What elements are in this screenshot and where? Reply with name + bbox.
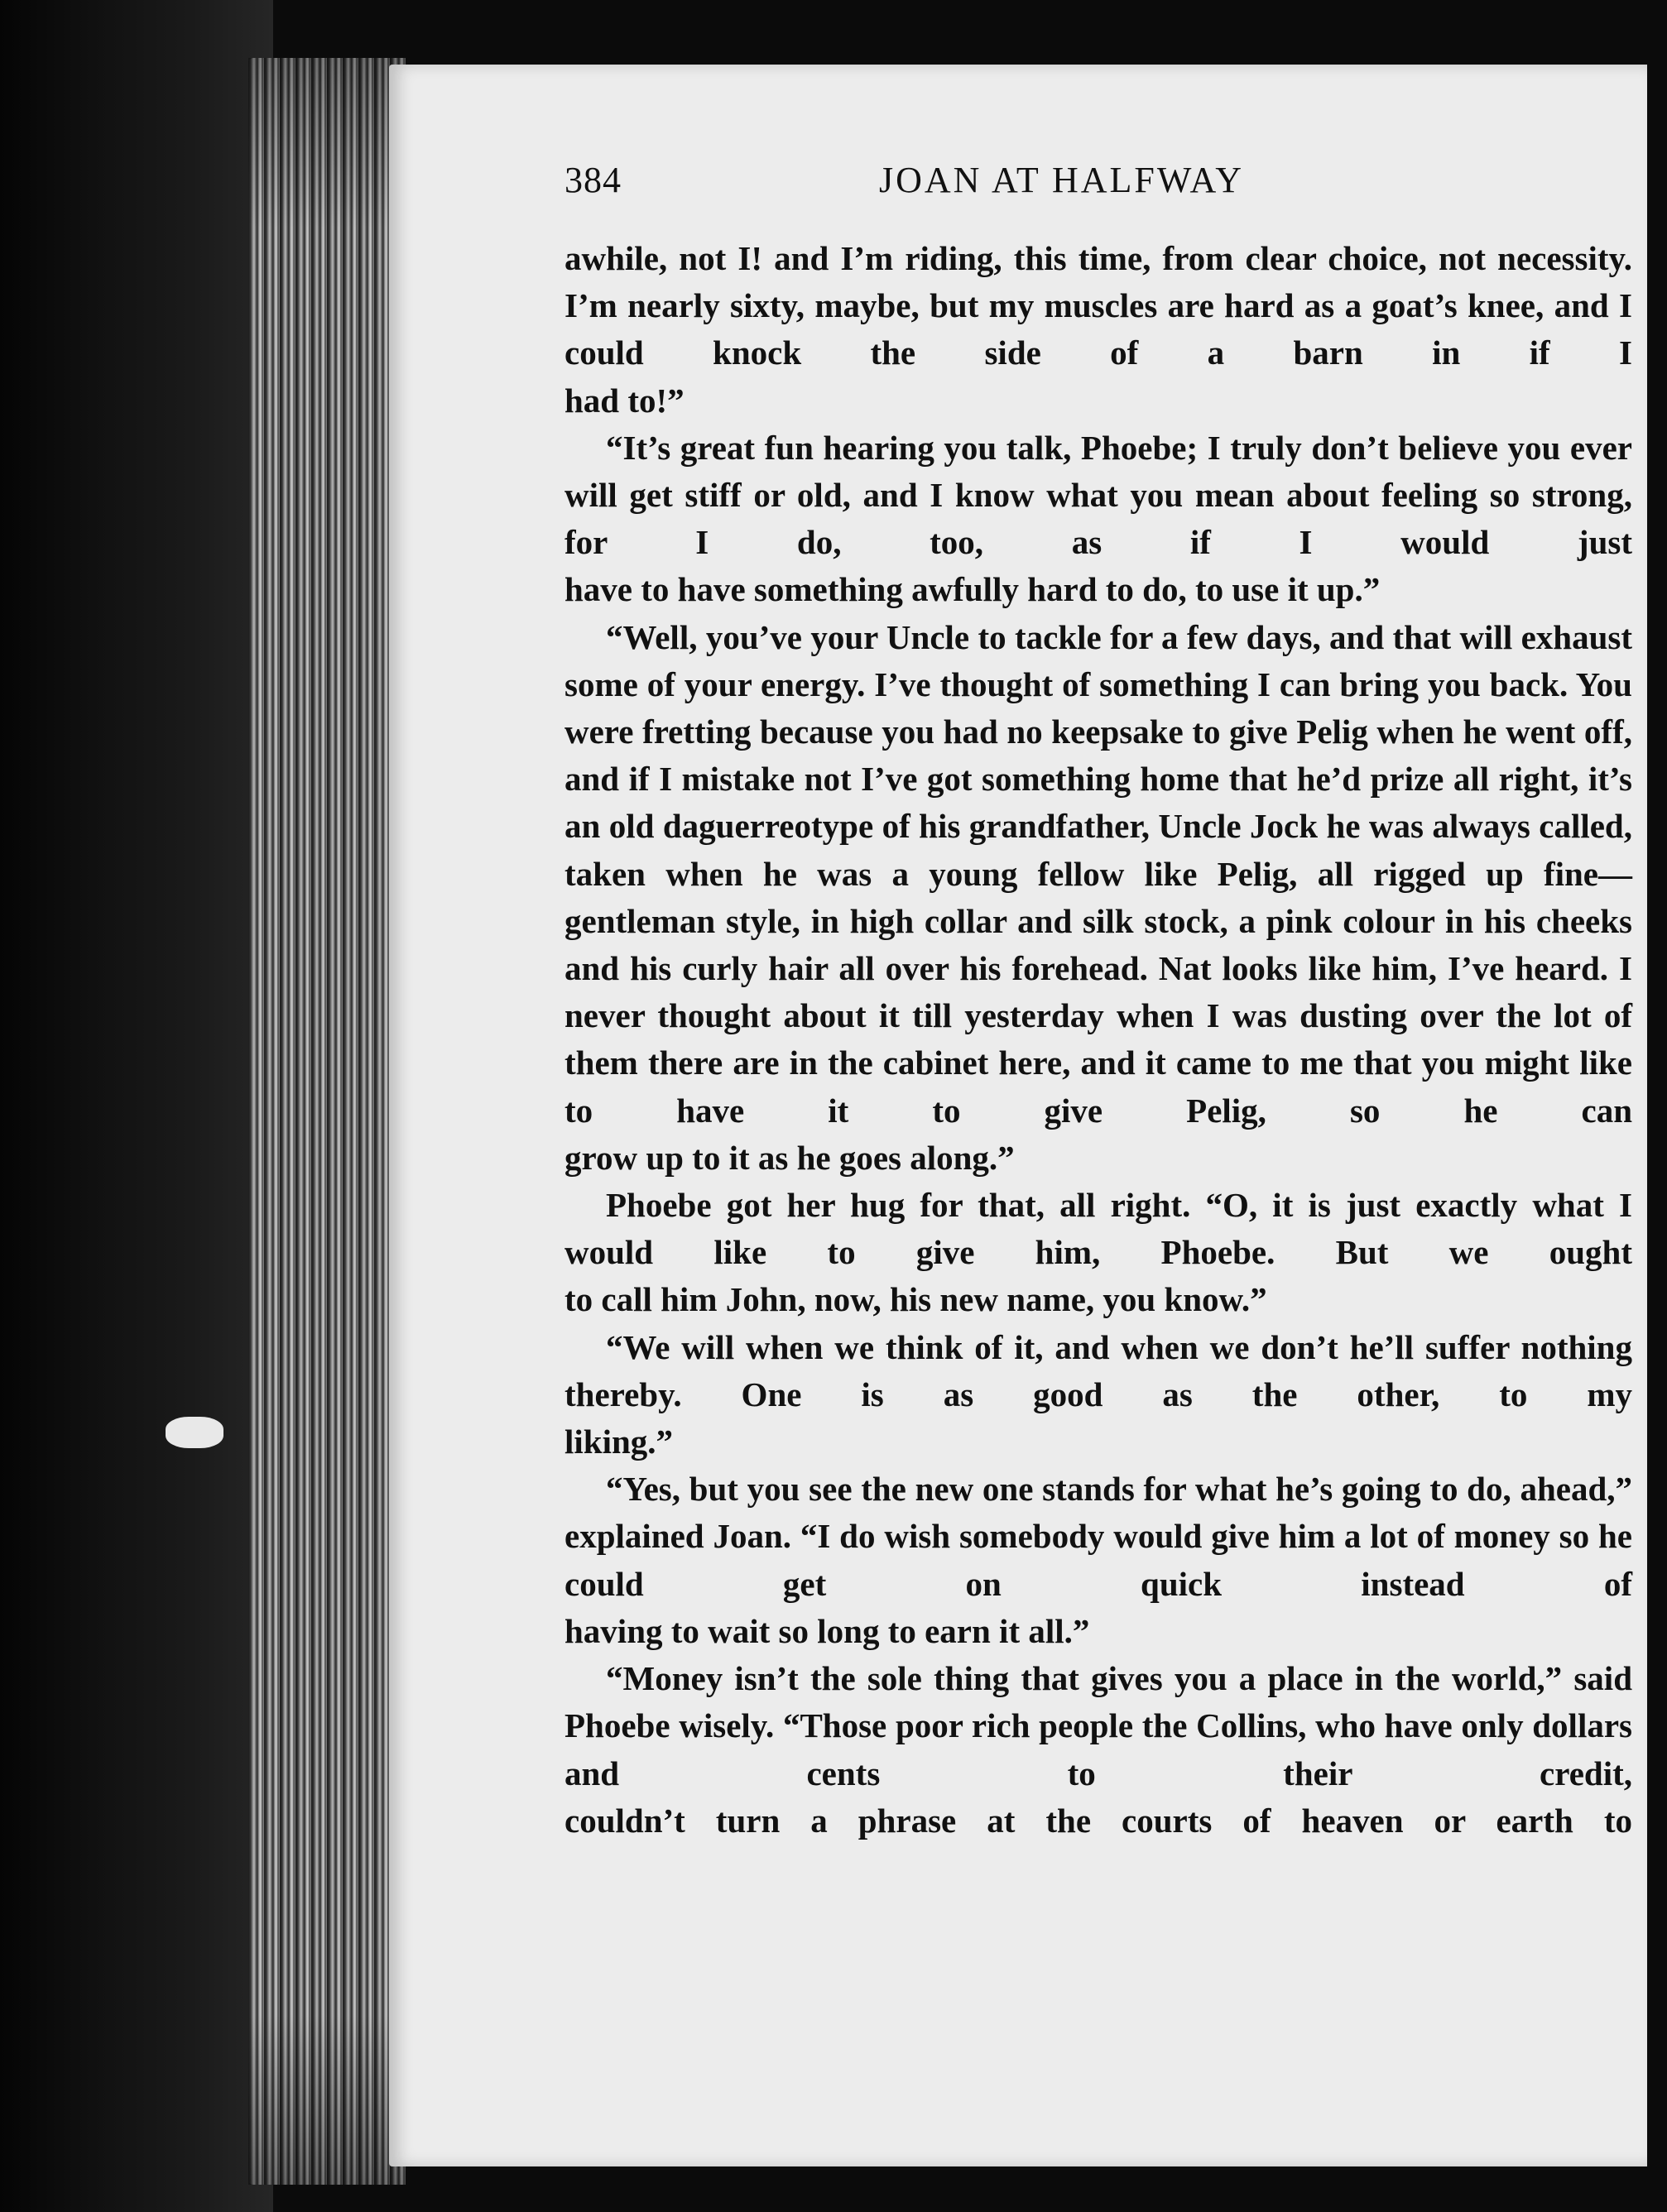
paragraph-text: “Yes, but you see the new one stands for what he’s going to do, ahead,” explained Joan. “I do wish somebody would give him a lot of money so he could get on quick instead of bbox=[564, 1470, 1632, 1603]
body-text bbox=[564, 235, 1632, 1845]
paragraph bbox=[564, 235, 1632, 425]
paragraph-text: awhile, not I! and I’m riding, this time, from clear choice, not necessity. I’m nearly sixty, maybe, but my muscles are hard as a goat’s knee, and I could knock the side of a barn in if I bbox=[564, 239, 1632, 372]
page-edges bbox=[248, 58, 406, 2185]
paragraph-text: “Well, you’ve your Uncle to tackle for a few days, and that will exhaust some of your energy. I’ve thought of something I can bring you back. You were fretting because you had no keepsake to give Pelig when he went off, and if I mistake not I’ve got something home that he’d prize all right, it’s an old daguerreotype of his grandfather, Uncle Jock he was always called, taken when he was a young fellow like Pelig, all rigged up fine—gentleman style, in high collar and silk stock, a pink colour in his cheeks and his curly hair all over his forehead. Nat looks like him, I’ve heard. I never thought about it till yesterday when I was dusting over the lot of them there are in the cabinet here, and it came to me that you might like to have it to give Pelig, so he can bbox=[564, 617, 1632, 1130]
paper-speck bbox=[166, 1417, 223, 1448]
page-number: 384 bbox=[564, 160, 622, 200]
paragraph-last-line: had to!” bbox=[564, 381, 685, 420]
paragraph-last-line: have to have something awfully hard to do, to use it up.” bbox=[564, 570, 1381, 609]
paragraph bbox=[564, 1182, 1632, 1324]
paragraph bbox=[564, 425, 1632, 614]
paragraph-text: “We will when we think of it, and when we don’t he’ll suffer nothing thereby. One is as good as the other, to my bbox=[564, 1327, 1632, 1413]
paragraph-last-line: to call him John, now, his new name, you know.” bbox=[564, 1280, 1267, 1319]
paragraph-last-line: couldn’t turn a phrase at the courts of heaven or earth to bbox=[564, 1801, 1632, 1840]
paragraph bbox=[564, 614, 1632, 1182]
paragraph bbox=[564, 1324, 1632, 1466]
paragraph-text: “Money isn’t the sole thing that gives you a place in the world,” said Phoebe wisely. “Those poor rich people the Collins, who have only dollars and cents to their credit, bbox=[564, 1659, 1632, 1792]
book-spine bbox=[0, 0, 273, 2212]
paragraph bbox=[564, 1655, 1632, 1845]
paragraph-last-line: grow up to it as he goes along.” bbox=[564, 1138, 1015, 1177]
paragraph-text: “It’s great fun hearing you talk, Phoebe; I truly don’t believe you ever will get stiff or old, and I know what you mean about feeling so strong, for I do, too, as if I would just bbox=[564, 428, 1632, 562]
paragraph bbox=[564, 1466, 1632, 1655]
paragraph-text: Phoebe got her hug for that, all right. “O, it is just exactly what I would like to give him, Phoebe. But we ought bbox=[564, 1186, 1632, 1272]
paragraph-last-line: liking.” bbox=[564, 1423, 674, 1461]
running-head: JOAN AT HALFWAY bbox=[879, 160, 1245, 200]
paragraph-last-line: having to wait so long to earn it all.” bbox=[564, 1611, 1090, 1650]
page-header bbox=[564, 159, 1632, 205]
